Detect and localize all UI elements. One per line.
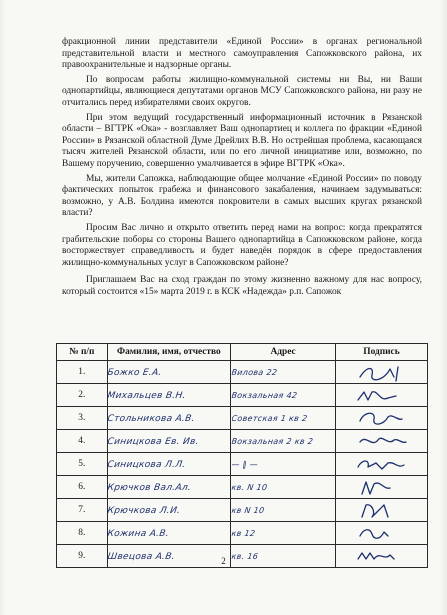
row-number: 8. bbox=[57, 522, 108, 545]
handwritten-signature bbox=[336, 362, 426, 382]
table-row bbox=[57, 476, 428, 499]
signature-cell bbox=[335, 499, 427, 522]
handwritten-signature bbox=[336, 408, 426, 428]
paragraph: Мы, жители Сапожка, наблюдающие общее молчание «Единой России» по поводу фактических попыток грабежа и финансового закабаления, начинаем задумываться: возможно, у А.В. Болдина имеются покровители в самых высших кругах рязанской власти? bbox=[62, 173, 422, 219]
signature-cell bbox=[335, 407, 427, 430]
paragraph: По вопросам работы жилищно-коммунальной системы ни Вы, ни Ваши однопартийцы, являющиеся депутатами органов МСУ Сапожковского района, ни разу не отчитались перед избирателями своих округов. bbox=[62, 74, 422, 108]
signer-address: кв. N 10 bbox=[229, 476, 337, 499]
row-number: 9. bbox=[57, 545, 108, 568]
header-address: Адрес bbox=[231, 344, 336, 361]
handwritten-signature bbox=[336, 385, 426, 405]
signature-cell bbox=[335, 522, 427, 545]
signer-name: Крючков Вал.Ал. bbox=[105, 476, 232, 499]
signature-cell bbox=[335, 476, 427, 499]
row-number: 3. bbox=[57, 407, 108, 430]
header-number: № п/п bbox=[57, 344, 108, 361]
signer-name: Стольникова А.В. bbox=[105, 407, 232, 430]
signature-cell bbox=[335, 384, 427, 407]
handwritten-signature bbox=[336, 500, 426, 520]
page-number: 2 bbox=[221, 556, 226, 566]
invitation-paragraph: Приглашаем Вас на сход граждан по этому жизненно важному для нас вопросу, который состоится «15» марта 2019 г. в КСК «Надежда» р.п. Сапожок bbox=[62, 275, 422, 297]
signer-name: Синицкова Ев. Ив. bbox=[105, 430, 232, 453]
signer-address: — ‖ — bbox=[229, 453, 337, 476]
signature-cell bbox=[335, 430, 427, 453]
signature-cell bbox=[335, 453, 427, 476]
signer-name: Синицкова Л.Л. bbox=[105, 453, 232, 476]
signer-address: кв N 10 bbox=[229, 499, 337, 522]
signer-address: кв. 16 bbox=[229, 545, 337, 568]
table-row bbox=[57, 430, 428, 453]
row-number: 4. bbox=[57, 430, 108, 453]
signer-address: Вокзальная 42 bbox=[229, 384, 337, 407]
table-row bbox=[57, 407, 428, 430]
row-number: 1. bbox=[57, 361, 108, 384]
signer-address: Советская 1 кв 2 bbox=[229, 407, 337, 430]
signer-address: Вокзальная 2 кв 2 bbox=[229, 430, 337, 453]
signer-name: Божко Е.А. bbox=[105, 361, 232, 384]
table-row bbox=[57, 453, 428, 476]
letter-body bbox=[62, 37, 422, 301]
row-number: 6. bbox=[57, 476, 108, 499]
signer-name: Михальцев В.Н. bbox=[105, 384, 232, 407]
row-number: 7. bbox=[57, 499, 108, 522]
paragraph: фракционной линии представители «Единой России» в органах региональной представительной власти и местного самоуправления Сапожковского района, их правоохранительные и надзорные органы. bbox=[62, 37, 422, 71]
signature-table bbox=[56, 343, 428, 568]
handwritten-signature bbox=[336, 454, 426, 474]
table-row bbox=[57, 499, 428, 522]
header-signature: Подпись bbox=[335, 344, 427, 361]
handwritten-signature bbox=[336, 523, 426, 543]
handwritten-signature bbox=[336, 431, 426, 451]
signer-name: Кожина А.В. bbox=[105, 522, 232, 545]
signer-name: Крючкова Л.И. bbox=[105, 499, 232, 522]
signer-name: Швецова А.В. bbox=[105, 545, 232, 568]
table-row bbox=[57, 384, 428, 407]
row-number: 2. bbox=[57, 384, 108, 407]
table-row bbox=[57, 522, 428, 545]
signer-address: кв 12 bbox=[229, 522, 337, 545]
table-header-row bbox=[57, 344, 428, 361]
row-number: 5. bbox=[57, 453, 108, 476]
handwritten-signature bbox=[336, 477, 426, 497]
paragraph: При этом ведущий государственный информационный источник в Рязанской области – ВГТРК «Ока» - возглавляет Ваш однопартиец и коллега по фракции «Единой России» в Рязанской областной Думе Дрейлих В.В. Но острейшая проблема, касающаяся тысяч жителей Рязанской области, или по его личной инициативе или, возможно, по Вашему поручению, совершенно умалчивается в эфире ВГТРК «Ока». bbox=[62, 112, 422, 169]
paragraph: Просим Вас лично и открыто ответить перед нами на вопрос: когда прекратятся грабительские поборы со стороны Вашего однопартийца в Сапожковском районе, когда восторжествует справедливость и будет наведён порядок в сфере предоставления жилищно-коммунальных услуг в Сапожковском районе? bbox=[62, 222, 422, 268]
header-name: Фамилия, имя, отчество bbox=[107, 344, 231, 361]
signature-cell bbox=[335, 361, 427, 384]
table-row bbox=[57, 361, 428, 384]
signer-address: Вилова 22 bbox=[229, 361, 337, 384]
